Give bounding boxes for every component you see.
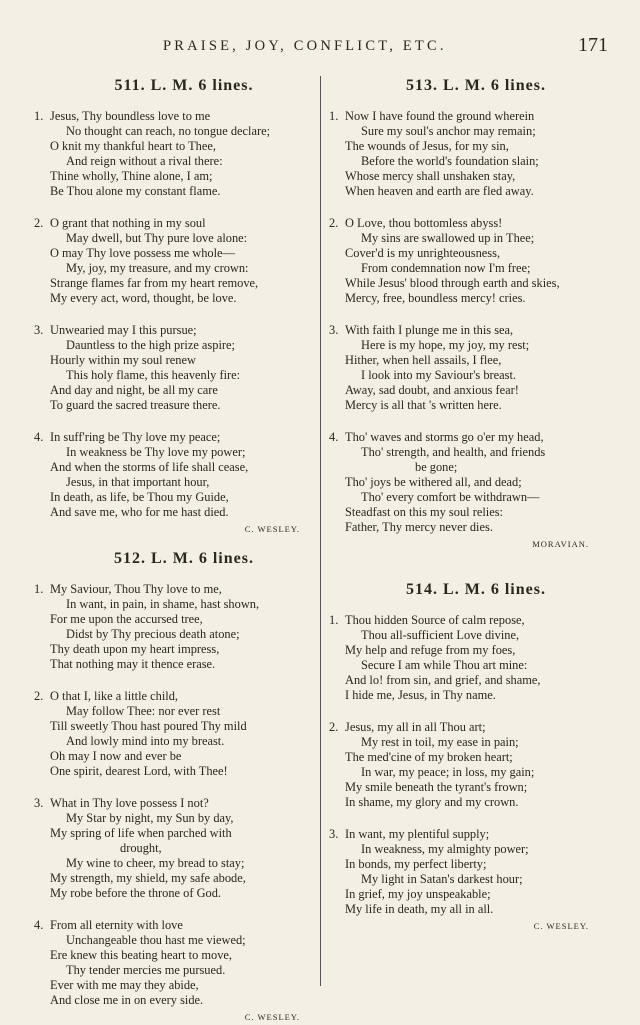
verse-text: Here is my hope, my joy, my rest; [361, 338, 530, 352]
verse-line [50, 124, 318, 139]
stanza [34, 216, 318, 306]
hymn-514 [329, 581, 607, 934]
verse-text: Strange flames far from my heart remove, [50, 276, 259, 290]
stanza [329, 720, 607, 810]
verse-text: My rest in toil, my ease in pain; [361, 735, 519, 749]
verse-text: May follow Thee: nor ever rest [66, 704, 221, 718]
verse-text: May dwell, but Thy pure love alone: [66, 231, 248, 245]
verse-text: In war, my peace; in loss, my gain; [361, 765, 535, 779]
verse-number: 1. [329, 613, 339, 627]
verse-line [345, 673, 607, 688]
verse-text: Away, sad doubt, and anxious fear! [345, 383, 519, 397]
verse-line [345, 291, 607, 306]
verse-text: When heaven and earth are fled away. [345, 184, 534, 198]
verse-line [50, 368, 318, 383]
verse-text: be gone; [415, 460, 458, 474]
verse-text: Ever with me may they abide, [50, 978, 199, 992]
verse-line [50, 291, 318, 306]
verse-text: Whose mercy shall unshaken stay, [345, 169, 516, 183]
hymn-author: C. WESLEY. [533, 921, 589, 931]
verse-text: I hide me, Jesus, in Thy name. [345, 688, 496, 702]
stanza [34, 796, 318, 901]
verse-line [345, 735, 607, 750]
verse-text: In want, in pain, in shame, hast shown, [66, 597, 260, 611]
verse-text: O that I, like a little child, [50, 689, 179, 703]
verse-line [345, 872, 607, 887]
verse-text: My help and refuge from my foes, [345, 643, 516, 657]
verse-line [50, 933, 318, 948]
hymn-511 [34, 77, 318, 537]
verse-line [345, 338, 607, 353]
verse-line [329, 720, 607, 735]
page-header [0, 36, 640, 60]
verse-text: Jesus, my all in all Thou art; [345, 720, 486, 734]
verse-text: And close me in on every side. [50, 993, 204, 1007]
verse-number: 3. [329, 323, 339, 337]
verse-text: O Love, thou bottomless abyss! [345, 216, 503, 230]
verse-line [34, 430, 318, 445]
verse-text: O knit my thankful heart to Thee, [50, 139, 216, 153]
verse-text: Tho' waves and storms go o'er my head, [345, 430, 544, 444]
verse-text: This holy flame, this heavenly fire: [66, 368, 241, 382]
verse-text: Secure I am while Thou art mine: [361, 658, 528, 672]
verse-text: That nothing may it thence erase. [50, 657, 216, 671]
verse-line [345, 490, 607, 505]
column-divider [320, 76, 321, 986]
verse-text: No thought can reach, no tongue declare; [66, 124, 271, 138]
verse-line [50, 841, 318, 856]
verse-line [345, 643, 607, 658]
stanza [34, 323, 318, 413]
verse-number: 1. [34, 109, 44, 123]
verse-line [50, 886, 318, 901]
verse-text: Dauntless to the high prize aspire; [66, 338, 235, 352]
verse-text: Till sweetly Thou hast poured Thy mild [50, 719, 247, 733]
verse-line [50, 627, 318, 642]
verse-line [34, 918, 318, 933]
verse-line [329, 323, 607, 338]
verse-text: drought, [120, 841, 162, 855]
stanza [34, 689, 318, 779]
verse-text: To guard the sacred treasure there. [50, 398, 221, 412]
verse-text: From all eternity with love [50, 918, 183, 932]
hymn-title: 512. L. M. 6 lines. [114, 550, 254, 567]
verse-text: From condemnation now I'm free; [361, 261, 531, 275]
verse-text: My robe before the throne of God. [50, 886, 222, 900]
verse-text: Jesus, Thy boundless love to me [50, 109, 211, 123]
verse-line [345, 688, 607, 703]
verse-number: 3. [34, 323, 44, 337]
verse-text: In suff'ring be Thy love my peace; [50, 430, 221, 444]
verse-line [50, 460, 318, 475]
verse-line [329, 109, 607, 124]
verse-line [345, 795, 607, 810]
verse-line [345, 887, 607, 902]
verse-line [50, 154, 318, 169]
verse-line [50, 612, 318, 627]
verse-line [329, 430, 607, 445]
verse-line [50, 490, 318, 505]
hymn-author: MORAVIAN. [532, 539, 589, 549]
verse-text: In weakness, my almighty power; [361, 842, 529, 856]
hymn-513 [329, 77, 607, 552]
verse-text: My, joy, my treasure, and my crown: [66, 261, 249, 275]
verse-line [34, 109, 318, 124]
verse-line [345, 276, 607, 291]
verse-line [345, 169, 607, 184]
left-column [34, 77, 318, 1025]
verse-line [345, 658, 607, 673]
verse-line [50, 246, 318, 261]
verse-text: In bonds, my perfect liberty; [345, 857, 487, 871]
verse-text: O may Thy love possess me whole— [50, 246, 235, 260]
verse-line [345, 460, 607, 475]
stanza [329, 109, 607, 199]
verse-text: Ere knew this beating heart to move, [50, 948, 233, 962]
verse-text: Hourly within my soul renew [50, 353, 196, 367]
verse-text: Thou hidden Source of calm repose, [345, 613, 525, 627]
verse-line [329, 613, 607, 628]
verse-text: And lowly mind into my breast. [66, 734, 225, 748]
verse-text: Cover'd is my unrighteousness, [345, 246, 501, 260]
verse-line [50, 993, 318, 1008]
verse-line [50, 749, 318, 764]
verse-line [345, 520, 607, 535]
verse-line [50, 734, 318, 749]
verse-line [345, 139, 607, 154]
verse-text: My Saviour, Thou Thy love to me, [50, 582, 222, 596]
verse-line [50, 657, 318, 672]
verse-text: My strength, my shield, my safe abode, [50, 871, 246, 885]
verse-text: And reign without a rival there: [66, 154, 223, 168]
verse-text: Hither, when hell assails, I flee, [345, 353, 502, 367]
verse-text: In want, my plentiful supply; [345, 827, 490, 841]
verse-text: Unchangeable thou hast me viewed; [66, 933, 246, 947]
verse-line [34, 689, 318, 704]
verse-line [345, 124, 607, 139]
verse-text: In death, as life, be Thou my Guide, [50, 490, 229, 504]
verse-line [50, 505, 318, 520]
verse-text: Mercy, free, boundless mercy! cries. [345, 291, 526, 305]
verse-text: Now I have found the ground wherein [345, 109, 535, 123]
verse-line [50, 169, 318, 184]
verse-text: With faith I plunge me in this sea, [345, 323, 514, 337]
verse-text: O grant that nothing in my soul [50, 216, 206, 230]
verse-line [34, 323, 318, 338]
verse-line [345, 398, 607, 413]
verse-line [50, 184, 318, 199]
verse-line [50, 338, 318, 353]
verse-text: Be Thou alone my constant flame. [50, 184, 221, 198]
verse-line [345, 353, 607, 368]
stanza [34, 918, 318, 1008]
verse-line [50, 948, 318, 963]
verse-line [345, 368, 607, 383]
verse-line [50, 597, 318, 612]
verse-text: Tho' joys be withered all, and dead; [345, 475, 522, 489]
verse-text: My light in Satan's darkest hour; [361, 872, 523, 886]
stanza [329, 613, 607, 703]
verse-line [50, 276, 318, 291]
verse-number: 1. [34, 582, 44, 596]
stanza [34, 430, 318, 520]
verse-number: 2. [34, 689, 44, 703]
verse-line [50, 261, 318, 276]
verse-text: My sins are swallowed up in Thee; [361, 231, 535, 245]
verse-number: 4. [34, 430, 44, 444]
stanza [34, 109, 318, 199]
verse-text: My spring of life when parched with [50, 826, 232, 840]
verse-line [50, 764, 318, 779]
verse-text: The wounds of Jesus, for my sin, [345, 139, 509, 153]
verse-line [50, 704, 318, 719]
verse-text: Unwearied may I this pursue; [50, 323, 197, 337]
verse-text: My smile beneath the tyrant's frown; [345, 780, 528, 794]
stanza [329, 323, 607, 413]
verse-line [34, 216, 318, 231]
verse-line [345, 475, 607, 490]
verse-line [345, 231, 607, 246]
hymn-author: C. WESLEY. [244, 1012, 300, 1022]
verse-text: For me upon the accursed tree, [50, 612, 203, 626]
verse-line [50, 871, 318, 886]
verse-text: Tho' every comfort be withdrawn— [361, 490, 540, 504]
verse-text: My wine to cheer, my bread to stay; [66, 856, 245, 870]
verse-text: The med'cine of my broken heart; [345, 750, 513, 764]
verse-text: And when the storms of life shall cease, [50, 460, 249, 474]
verse-text: Jesus, in that important hour, [66, 475, 210, 489]
verse-number: 4. [329, 430, 339, 444]
verse-text: And save me, who for me hast died. [50, 505, 229, 519]
running-title: PRAISE, JOY, CONFLICT, ETC. [163, 38, 447, 54]
verse-line [50, 353, 318, 368]
verse-text: In weakness be Thy love my power; [66, 445, 246, 459]
verse-line [345, 842, 607, 857]
verse-line [345, 383, 607, 398]
page-number: 171 [578, 34, 608, 56]
verse-text: In grief, my joy unspeakable; [345, 887, 491, 901]
verse-text: Father, Thy mercy never dies. [345, 520, 493, 534]
verse-line [345, 246, 607, 261]
verse-line [50, 139, 318, 154]
stanza [329, 216, 607, 306]
verse-line [345, 780, 607, 795]
verse-line [345, 902, 607, 917]
verse-text: Thy death upon my heart impress, [50, 642, 220, 656]
verse-text: Didst by Thy precious death atone; [66, 627, 240, 641]
stanza [329, 430, 607, 535]
verse-line [345, 505, 607, 520]
verse-text: Thou all-sufficient Love divine, [361, 628, 520, 642]
verse-text: Mercy is all that 's written here. [345, 398, 502, 412]
verse-text: Thine wholly, Thine alone, I am; [50, 169, 213, 183]
hymn-title: 511. L. M. 6 lines. [114, 77, 254, 94]
verse-number: 2. [329, 720, 339, 734]
verse-line [50, 231, 318, 246]
right-column [329, 77, 607, 934]
verse-text: One spirit, dearest Lord, with Thee! [50, 764, 228, 778]
verse-text: Thy tender mercies me pursued. [66, 963, 226, 977]
verse-line [345, 261, 607, 276]
verse-text: Steadfast on this my soul relies: [345, 505, 503, 519]
verse-line [345, 857, 607, 872]
verse-number: 2. [34, 216, 44, 230]
verse-line [50, 826, 318, 841]
verse-line [345, 628, 607, 643]
verse-line [50, 383, 318, 398]
verse-text: My every act, word, thought, be love. [50, 291, 237, 305]
verse-number: 3. [34, 796, 44, 810]
verse-line [50, 445, 318, 460]
verse-text: While Jesus' blood through earth and skies, [345, 276, 560, 290]
verse-line [50, 963, 318, 978]
verse-text: Before the world's foundation slain; [361, 154, 539, 168]
verse-line [345, 750, 607, 765]
verse-line [345, 154, 607, 169]
verse-text: Sure my soul's anchor may remain; [361, 124, 536, 138]
verse-text: My Star by night, my Sun by day, [66, 811, 234, 825]
hymn-512 [34, 550, 318, 1025]
verse-line [329, 827, 607, 842]
verse-line [50, 642, 318, 657]
verse-line [345, 445, 607, 460]
verse-line [329, 216, 607, 231]
verse-line [50, 978, 318, 993]
verse-text: Tho' strength, and health, and friends [361, 445, 546, 459]
verse-text: And day and night, be all my care [50, 383, 218, 397]
verse-line [50, 856, 318, 871]
stanza [34, 582, 318, 672]
verse-line [345, 184, 607, 199]
verse-text: In shame, my glory and my crown. [345, 795, 519, 809]
hymn-title: 513. L. M. 6 lines. [406, 77, 546, 94]
verse-number: 2. [329, 216, 339, 230]
verse-number: 3. [329, 827, 339, 841]
verse-line [345, 765, 607, 780]
hymn-title: 514. L. M. 6 lines. [406, 581, 546, 598]
hymn-author: C. WESLEY. [244, 524, 300, 534]
verse-text: I look into my Saviour's breast. [361, 368, 517, 382]
verse-line [50, 811, 318, 826]
verse-line [34, 582, 318, 597]
verse-number: 4. [34, 918, 44, 932]
verse-line [34, 796, 318, 811]
verse-text: What in Thy love possess I not? [50, 796, 209, 810]
verse-text: And lo! from sin, and grief, and shame, [345, 673, 541, 687]
stanza [329, 827, 607, 917]
verse-line [50, 719, 318, 734]
verse-text: Oh may I now and ever be [50, 749, 182, 763]
verse-line [50, 475, 318, 490]
verse-number: 1. [329, 109, 339, 123]
verse-text: My life in death, my all in all. [345, 902, 494, 916]
verse-line [50, 398, 318, 413]
